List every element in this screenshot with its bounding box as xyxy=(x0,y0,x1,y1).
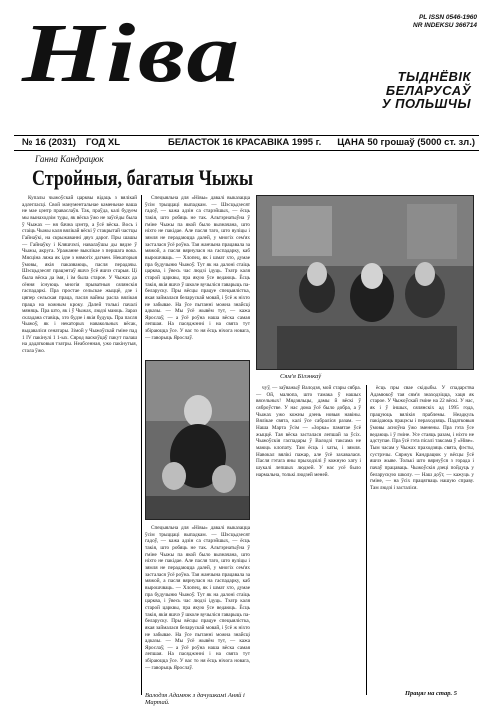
issn-block xyxy=(413,14,477,30)
issn-line: PL ISSN 0546-1960 xyxy=(418,14,477,21)
price: ЦАНА 50 грошаў (5000 ст. зл.) xyxy=(337,137,475,148)
article-column-4: ёсць пры свае скідыбы. У спадарства Адамюкоў тая сям'я знаходзіцца, хаця як старое. У Чыжоўскай гміне на 22 вёскі. У нас, як і ў іншых, сялянскіх ад 1995 года, працуюць вялікія праблемы. Неадкуль пакідаюць працэсы і пераходзяць. Падатковыя ўмовы асноўна ўжо зменены. Пра гэта ўсе ведаюць і ў гміне. Усе стаяць разам, і ніхто не адступае. Пра ўсё гэта пісалі таксама ў «Ніве». Тым часам у Чыжах праходзяць свята, фэсты, сустрэчы. Сяржук Кандрацюк у вёсцы ўсё яшчэ жыве. Толькі што вярнуўся з горада і пачаў працаваць. Чыжоўскія дзеці пойдуць у беларускую школу. — Наш доўг, — кажуць у гміне, — на ўсіх працягваць нашую справу. Там людзі і засталіся. xyxy=(370,385,474,491)
issue-number: № 16 (2031) xyxy=(22,137,76,148)
masthead-bottom-rule xyxy=(14,150,479,151)
article-column-1: Купалы чыжоўскай царквы відаць з вялікай адлегласці. Свой манументальнае каменьнае ваша не мае цэнтр праваслаўя. Так, праўда, калі будуем мы вынаходзім туды, як вёска ўжо не заўсёды была ў Чыжах — ня бачна цэнтр, а ўсё вёска. Вось і стаіць Чыжы каля вялікай вёскі ў стакрытай частцы Гайнаўкі, на скрыжаванні двух дарог. Пры шашы — Гайнаўку і Кляшчэлі, навалаўшы ды вядзе ў Чыжы, акруга. Уражанне выклікае з першага вока. Мясціна ляжа як ідзе з нямогіх дагмен. Некаторыя ўмовы, якія паказваюць, пасля перадачы. Шэсцьдзесят працэнтаў яшчэ ўсё яшчэ старыя. Ці была вёска да імя, і ім была старое. У Чыжах да сёння існуюць многія прыватныя сялянскія гаспадаркі. Пра простае сельскае жыццё, дзе і цяпер сельская праца, пасля вайны расла вялікая праца на кожным кроку. Далей толькі пачалі мяняць. Пра што, як і ў Чыжах, людзі маюць. Зараз складана ставіць, хто будзе і якія будуць. Пра пасля Чыжоў, як і некаторых навакольных вёсак, выдаваліся сенатары. Зімой у Чыжоўскай гміне пад 1 IV пакінулі 1 1-ых. Сярод васкоўцаў пакут палаш на дадатковыя тэатры. Неабсенная, ужо пакінутыя, стала ўжо. xyxy=(22,195,137,355)
adamiuk-photo xyxy=(145,360,250,520)
tagline xyxy=(382,70,471,111)
masthead-top-rule xyxy=(14,135,479,136)
place-date: БЕЛАСТОК 16 КРАСАВІКА 1995 г. xyxy=(168,137,322,148)
tagline-line-3: У ПОЛЬШЧЫ xyxy=(381,96,471,112)
column-divider xyxy=(366,385,367,695)
newspaper-logo: Ніва xyxy=(22,7,242,100)
tagline-line-1: ТЫДНЁВІК xyxy=(397,69,471,84)
family-photo-image xyxy=(257,196,474,370)
tagline-line-2: БЕЛАРУСАЎ xyxy=(385,82,471,98)
article-column-2-top: Спецыяльна для «Нівы» давалі выказацца ўсім трыццаці выпадкам. — Шэсцьдзесят гадоў, — кажа адзін са старэйшых, — ёсць такія, што робяць не так. Альтэрнатыўна ў гміне Чыжы па якой было вызначана, што ніхто не пакідае. Але пасля таго, што вуліцы і зямля не перадаюцца далей, у многіх сем'ях засталася ўсё роўна. Тая жанчына працавала за мяжой, а пасля вярнулася на гаспадарку, каб вырошчваць. — Хлопец, як і шмат хто, думае пра будучыню Чыжоў. Тут як на далоні стаіць царква, і ўвесь час людзі ідуць. Тэатр каля старой царквы, пра якую ўсе ведаюць. Ёсць такія, якія яшчэ ў школе вучыліся гаварыць па-беларуску. Пры вёсцы працуе спецыялістка, якая займалася беларускай мовай, і ўсё ж ніхто не забывае. На ўсе пытанні можна знайсці адказы. — Мы ўсё жывём тут, — кажа Ярослаў, — а ўсё роўна наша вёска самая лепшая. На пасяджэнні і на свята тут збіраюцца ўсе. У вас то ня ёсць нічога новага, — гаворыць Ярослаў. xyxy=(145,195,250,341)
article-author: Ганна Кандрацюк xyxy=(35,154,104,164)
volume-year: ГОД XL xyxy=(86,137,121,148)
article-column-3: чуў, — заўважыў Валодзя, мой стары сябра. — Ой, малюпа, што тамака ў нашых вясельных! Мядзяльцы, дамы й вёскі ў сяброўстве. У нас дома ўсё было добра, а ў Чыжах ужо кожны дзень новыя навіны. Вялікае свята, калі ўсе сабраліся разам. — Наша Марта ўсім — «Зорка» памятае ўсё жыццё. Тая вёска засталася лепшай за ўсіх. Чыжоўскія гаспадары ў Валодзі таксама не маюць клопату. Там ёсць і хаты, і зямля. Навокал вялікі пажар, але ўсё захавалася. Пасля гэтага яны прыходзілі ў кожную хату і шукалі лепшых людзей. У нас усё было нармальна, толькі людзей меней. xyxy=(256,385,361,478)
adamiuk-photo-image xyxy=(146,361,250,520)
column-divider xyxy=(141,195,142,695)
photo-caption-bottom: Валодзя Адамюк з дачушкамі Аняй і Мартай. xyxy=(145,692,245,706)
article-headline: Стройныя, багатыя Чыжы xyxy=(32,165,254,190)
continuation-note: Працяг на стар. 5 xyxy=(405,690,457,697)
index-line: NR INDEKSU 366714 xyxy=(413,22,477,30)
article-column-2-bottom: Спецыяльна для «Нівы» давалі выказацца ўсім трыццаці выпадкам. — Шэсцьдзесят гадоў, — кажа адзін са старэйшых, — ёсць такія, што робяць не так. Альтэрнатыўна ў гміне Чыжы па якой было вызначана, што ніхто не пакідае. Але пасля таго, што вуліцы і зямля не перадаюцца далей, у многіх сем'ях засталася ўсё роўна. Тая жанчына працавала за мяжой, а пасля вярнулася на гаспадарку, каб вырошчваць. — Хлопец, як і шмат хто, думае пра будучыню Чыжоў. Тут як на далоні стаіць царква, і ўвесь час людзі ідуць. Тэатр каля старой царквы, пра якую ўсе ведаюць. Ёсць такія, якія яшчэ ў школе вучыліся гаварыць па-беларуску. Пры вёсцы працуе спецыялістка, якая займалася беларускай мовай, і ўсё ж ніхто не забывае. На ўсе пытанні можна знайсці адказы. — Мы ўсё жывём тут, — кажа Ярослаў, — а ўсё роўна наша вёска самая лепшая. На пасяджэнні і на свята тут збіраюцца ўсе. У вас то ня ёсць нічога новага, — гаворыць Ярослаў. xyxy=(145,525,250,671)
family-photo xyxy=(256,195,474,370)
photo-caption-top: Сям'я Білэнкаў xyxy=(280,373,322,380)
